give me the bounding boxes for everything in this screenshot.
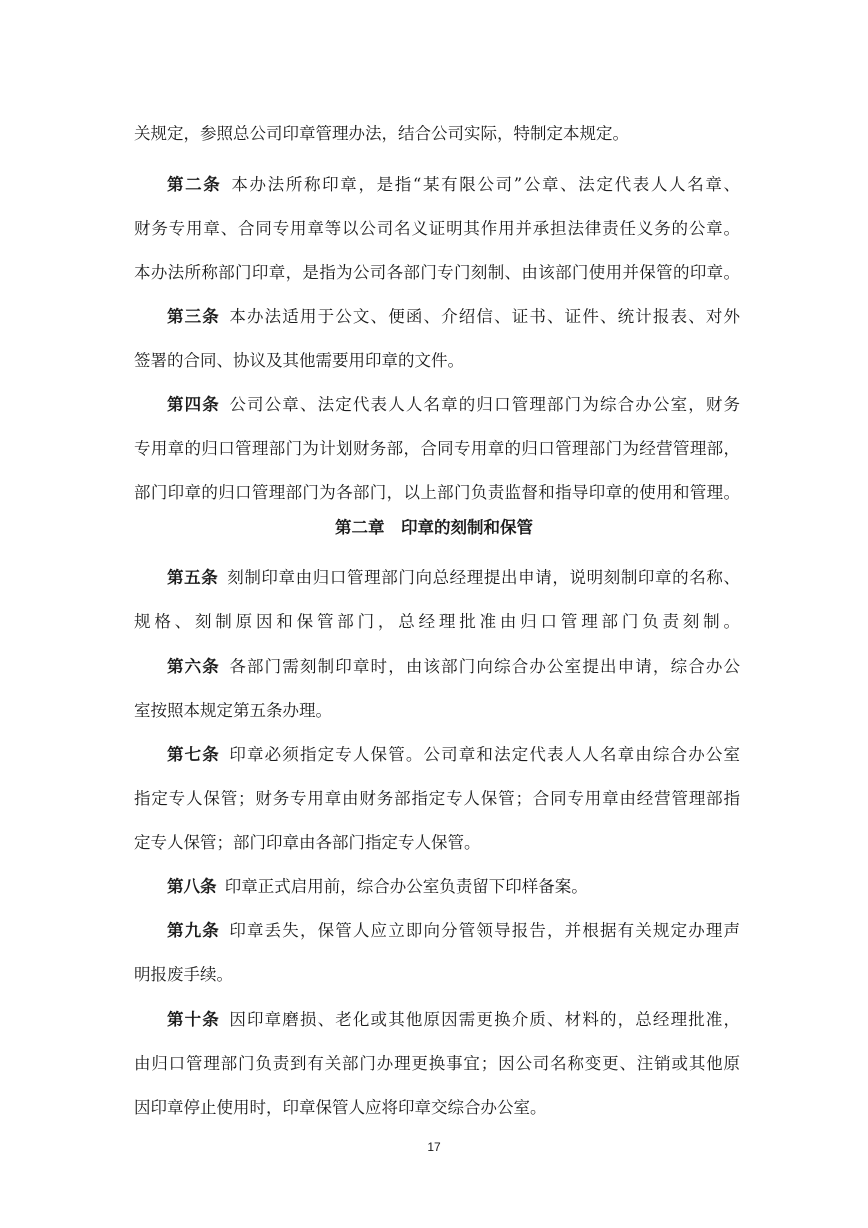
text-line — [134, 218, 740, 240]
text-line — [134, 350, 740, 372]
article-number: 第七条 — [167, 745, 220, 764]
line-text: 因印章停止使用时，印章保管人应将印章交综合办公室。 — [134, 1098, 547, 1117]
text-line — [134, 482, 740, 504]
line-text: 由归口管理部门负责到有关部门办理更换事宜；因公司名称变更、注销或其他原 — [134, 1054, 740, 1073]
text-line — [167, 1009, 740, 1031]
line-text: 本办法所称部门印章，是指为公司各部门专门刻制、由该部门使用并保管的印章。 — [134, 263, 740, 282]
article-number: 第六条 — [167, 657, 220, 676]
line-text: 印章正式启用前，综合办公室负责留下印样备案。 — [224, 877, 588, 896]
line-text: 部门印章的归口管理部门为各部门，以上部门负责监督和指导印章的使用和管理。 — [134, 483, 740, 502]
line-text: 关规定，参照总公司印章管理办法，结合公司实际，特制定本规定。 — [134, 124, 629, 143]
line-text: 指定专人保管；财务专用章由财务部指定专人保管；合同专用章由经营管理部指 — [134, 789, 740, 808]
line-text: 各部门需刻制印章时，由该部门向综合办公室提出申请，综合办公 — [228, 657, 741, 676]
article-number: 第八条 — [167, 877, 217, 896]
text-line — [167, 394, 740, 416]
text-line — [134, 1053, 740, 1075]
line-text: 签署的合同、协议及其他需要用印章的文件。 — [134, 351, 464, 370]
article-number: 第二条 — [167, 175, 222, 194]
line-text: 本办法适用于公文、便函、介绍信、证书、证件、统计报表、对外 — [228, 307, 741, 326]
line-text: 因印章磨损、老化或其他原因需更换介质、材料的，总经理批准， — [228, 1010, 741, 1029]
article-number: 第四条 — [167, 395, 220, 414]
text-line — [167, 920, 740, 942]
article-number: 第五条 — [167, 568, 219, 587]
text-line — [134, 788, 740, 810]
text-line — [167, 306, 740, 328]
line-text: 专用章的归口管理部门为计划财务部，合同专用章的归口管理部门为经营管理部， — [134, 439, 740, 458]
line-text: 明报废手续。 — [134, 965, 233, 984]
text-line — [134, 438, 740, 460]
text-line — [134, 611, 740, 633]
text-line — [167, 656, 740, 678]
text-line — [134, 1097, 740, 1119]
text-line — [134, 123, 740, 145]
article-number: 第十条 — [167, 1010, 220, 1029]
text-line — [167, 744, 740, 766]
line-text: 印章必须指定专人保管。公司章和法定代表人人名章由综合办公室 — [228, 745, 741, 764]
text-line — [134, 700, 740, 722]
line-text: 财务专用章、合同专用章等以公司名义证明其作用并承担法律责任义务的公章。 — [134, 219, 740, 238]
line-text: 刻制印章由归口管理部门向总经理提出申请，说明刻制印章的名称、 — [226, 568, 741, 587]
article-number: 第九条 — [167, 921, 220, 940]
chapter-heading: 第二章 印章的刻制和保管 — [335, 518, 533, 537]
text-line — [134, 262, 740, 284]
line-text: 定专人保管；部门印章由各部门指定专人保管。 — [134, 833, 481, 852]
line-text: 本办法所称印章，是指“某有限公司”公章、法定代表人人名章、 — [229, 175, 741, 194]
text-line — [167, 567, 740, 589]
text-line — [167, 174, 740, 196]
line-text: 印章丢失，保管人应立即向分管领导报告，并根据有关规定办理声 — [228, 921, 741, 940]
article-number: 第三条 — [167, 307, 220, 326]
line-text: 室按照本规定第五条办理。 — [134, 701, 332, 720]
text-line — [134, 832, 740, 854]
text-line — [167, 876, 740, 898]
line-text: 公司公章、法定代表人人名章的归口管理部门为综合办公室，财务 — [228, 395, 741, 414]
line-text: 规格、刻制原因和保管部门，总经理批准由归口管理部门负责刻制。 — [134, 612, 740, 631]
page-number: 17 — [427, 1140, 441, 1154]
text-line — [134, 964, 740, 986]
